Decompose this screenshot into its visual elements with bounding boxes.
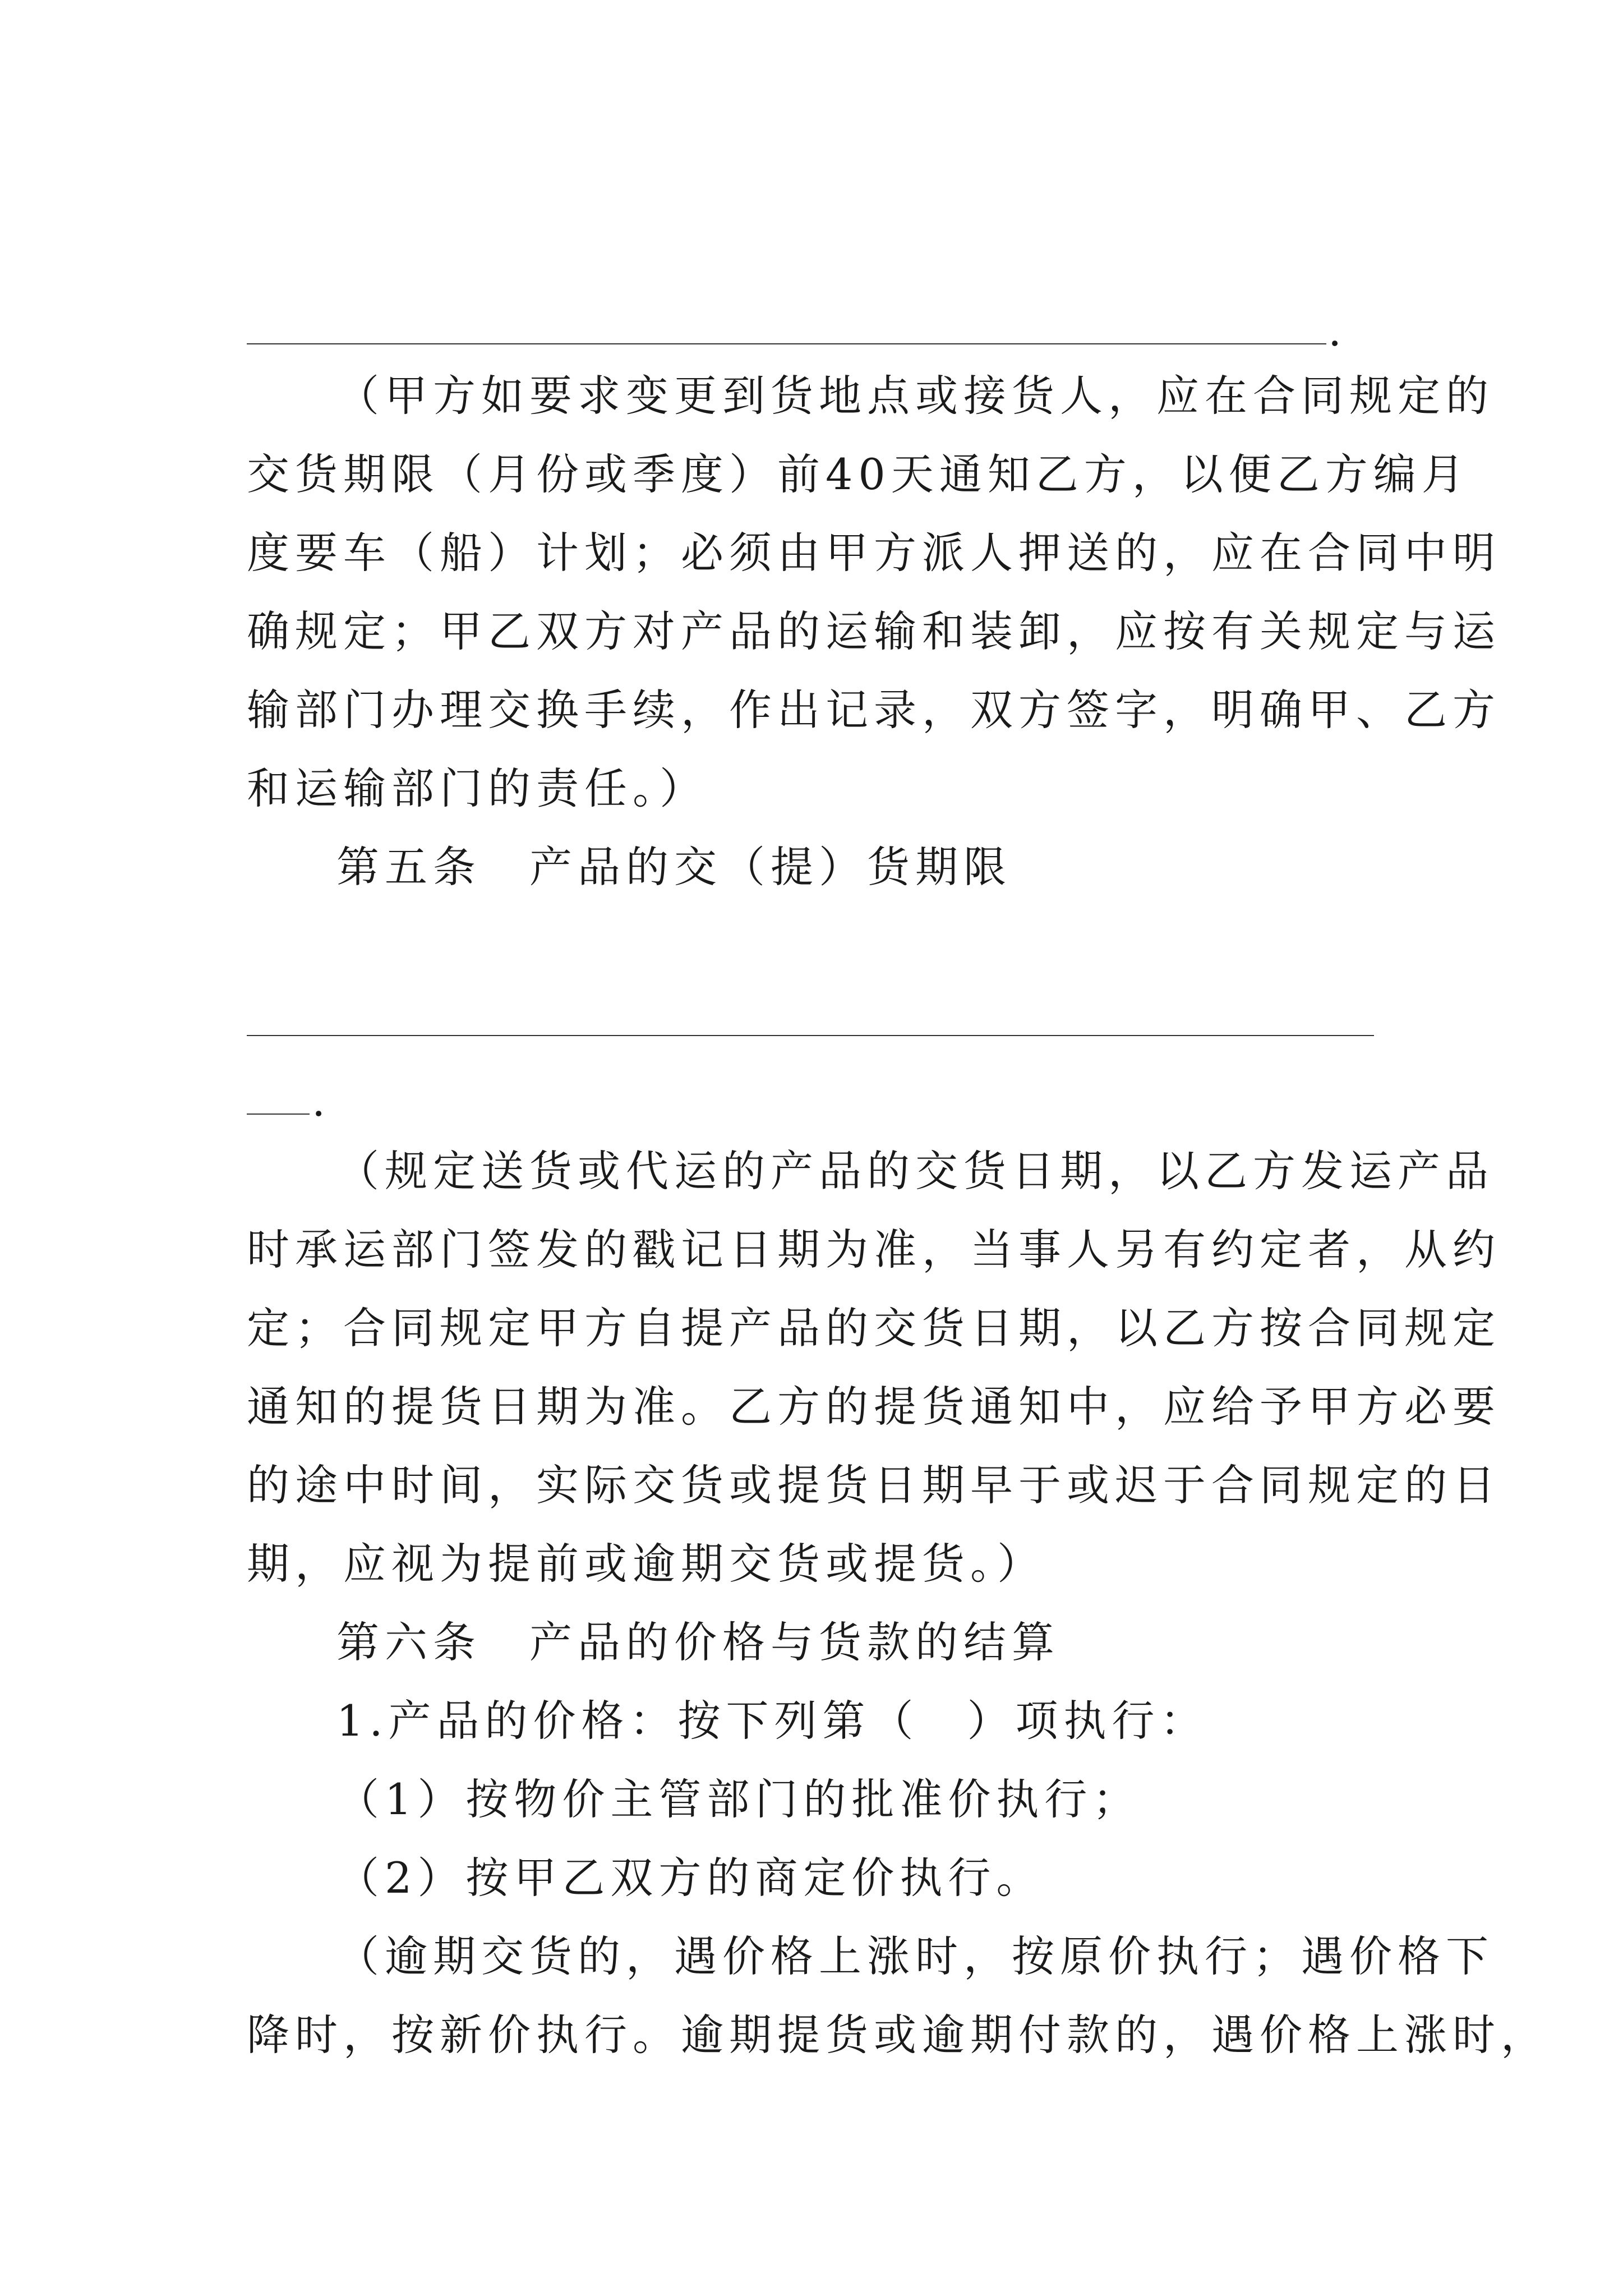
article-6-title: 第六条 产品的价格与货款的结算 [336, 1617, 1060, 1667]
note-delivery-change-line-6: 和运输部门的责任。） [247, 763, 708, 813]
note-delivery-date-line-5: 的途中时间，实际交货或提货日期早于或迟于合同规定的日 [247, 1460, 1501, 1510]
blank-line-1 [247, 343, 1326, 344]
price-option-1: （1）按物价主管部门的批准价执行； [336, 1774, 1141, 1824]
note-delivery-date-line-2: 时承运部门签发的戳记日期为准，当事人另有约定者，从约 [247, 1225, 1501, 1274]
note-delivery-change-line-5: 输部门办理交换手续，作出记录，双方签字，明确甲、乙方 [247, 685, 1501, 735]
note-delivery-date-line-1: （规定送货或代运的产品的交货日期，以乙方发运产品 [336, 1146, 1494, 1196]
note-price-line-2: 降时，按新价执行。逾期提货或逾期付款的，遇价格上涨时， [247, 2010, 1549, 2060]
clause-6-1: 1.产品的价格：按下列第（ ）项执行： [336, 1696, 1209, 1746]
note-delivery-change-line-4: 确规定；甲乙双方对产品的运输和装卸，应按有关规定与运 [247, 606, 1501, 656]
blank-line-2 [247, 1035, 1374, 1036]
note-price-line-1: （逾期交货的，遇价格上涨时，按原价执行；遇价格下 [336, 1931, 1494, 1981]
blank-line-1-end: . [1328, 306, 1342, 356]
blank-line-2-end: . [312, 1076, 326, 1126]
price-option-2: （2）按甲乙双方的商定价执行。 [336, 1853, 1045, 1903]
note-delivery-date-line-4: 通知的提货日期为准。乙方的提货通知中，应给予甲方必要 [247, 1382, 1501, 1432]
note-delivery-date-line-3: 定；合同规定甲方自提产品的交货日期，以乙方按合同规定 [247, 1303, 1501, 1353]
article-5-title: 第五条 产品的交（提）货期限 [336, 842, 1012, 892]
note-delivery-change-line-2: 交货期限（月份或季度）前40天通知乙方，以便乙方编月 [247, 449, 1470, 499]
note-delivery-date-line-6: 期，应视为提前或逾期交货或提货。） [247, 1539, 1045, 1589]
note-delivery-change-line-3: 度要车（船）计划；必须由甲方派人押送的，应在合同中明 [247, 528, 1501, 578]
blank-line-2-tail [247, 1114, 310, 1115]
note-delivery-change-line-1: （甲方如要求变更到货地点或接货人，应在合同规定的 [336, 371, 1494, 421]
